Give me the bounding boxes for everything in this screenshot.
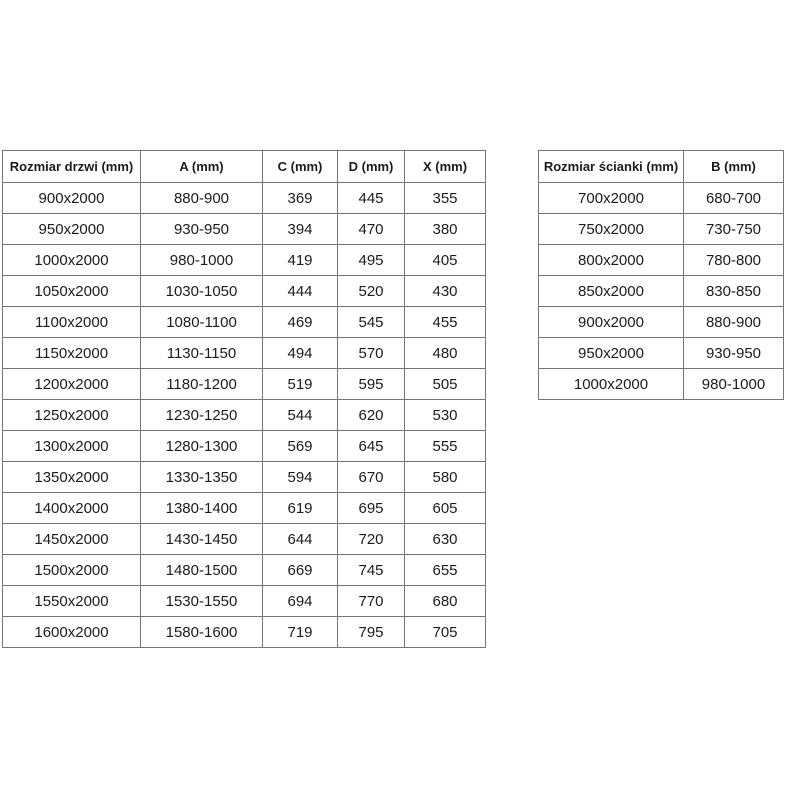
- table-cell: 780-800: [684, 245, 784, 276]
- table-cell: 1300x2000: [3, 431, 141, 462]
- table-row: [3, 307, 486, 338]
- table-cell: 1450x2000: [3, 524, 141, 555]
- table-cell: 494: [263, 338, 338, 369]
- table-row: [3, 183, 486, 214]
- table-header-row: [539, 151, 784, 183]
- table-cell: 1250x2000: [3, 400, 141, 431]
- table-cell: 380: [405, 214, 486, 245]
- table-header-row: [3, 151, 486, 183]
- table-cell: 930-950: [684, 338, 784, 369]
- table-cell: 505: [405, 369, 486, 400]
- table-cell: 980-1000: [684, 369, 784, 400]
- table-cell: 770: [338, 586, 405, 617]
- table-cell: 469: [263, 307, 338, 338]
- table-cell: 419: [263, 245, 338, 276]
- table-cell: 1400x2000: [3, 493, 141, 524]
- table-cell: 1280-1300: [141, 431, 263, 462]
- table-cell: 1480-1500: [141, 555, 263, 586]
- table-cell: 795: [338, 617, 405, 648]
- column-header-d: D (mm): [338, 151, 405, 183]
- table-cell: 830-850: [684, 276, 784, 307]
- table-cell: 1500x2000: [3, 555, 141, 586]
- table-cell: 980-1000: [141, 245, 263, 276]
- table-row: [539, 307, 784, 338]
- table-row: [539, 183, 784, 214]
- table-cell: 1600x2000: [3, 617, 141, 648]
- table-cell: 519: [263, 369, 338, 400]
- table-cell: 695: [338, 493, 405, 524]
- table-row: [3, 524, 486, 555]
- table-row: [539, 214, 784, 245]
- column-header-x: X (mm): [405, 151, 486, 183]
- column-header-b: B (mm): [684, 151, 784, 183]
- table-cell: 705: [405, 617, 486, 648]
- table-cell: 669: [263, 555, 338, 586]
- table-row: [3, 493, 486, 524]
- table-cell: 880-900: [141, 183, 263, 214]
- table-cell: 1200x2000: [3, 369, 141, 400]
- table-row: [539, 338, 784, 369]
- table-row: [3, 245, 486, 276]
- table-cell: 950x2000: [539, 338, 684, 369]
- table-cell: 1100x2000: [3, 307, 141, 338]
- table-cell: 594: [263, 462, 338, 493]
- table-cell: 1150x2000: [3, 338, 141, 369]
- table-cell: 900x2000: [3, 183, 141, 214]
- table-cell: 719: [263, 617, 338, 648]
- table-cell: 1050x2000: [3, 276, 141, 307]
- table-cell: 405: [405, 245, 486, 276]
- door-sizes-header: [3, 151, 486, 183]
- door-sizes-body: [3, 183, 486, 648]
- table-row: [3, 617, 486, 648]
- table-cell: 480: [405, 338, 486, 369]
- table-cell: 595: [338, 369, 405, 400]
- table-cell: 680-700: [684, 183, 784, 214]
- table-row: [539, 276, 784, 307]
- table-cell: 455: [405, 307, 486, 338]
- table-cell: 1130-1150: [141, 338, 263, 369]
- wall-sizes-header: [539, 151, 784, 183]
- table-cell: 445: [338, 183, 405, 214]
- table-cell: 580: [405, 462, 486, 493]
- table-row: [3, 338, 486, 369]
- table-cell: 1530-1550: [141, 586, 263, 617]
- table-cell: 694: [263, 586, 338, 617]
- table-cell: 644: [263, 524, 338, 555]
- table-cell: 745: [338, 555, 405, 586]
- table-cell: 655: [405, 555, 486, 586]
- table-row: [539, 245, 784, 276]
- table-cell: 1550x2000: [3, 586, 141, 617]
- table-row: [3, 400, 486, 431]
- table-cell: 670: [338, 462, 405, 493]
- column-header-c: C (mm): [263, 151, 338, 183]
- table-cell: 900x2000: [539, 307, 684, 338]
- column-header-a: A (mm): [141, 151, 263, 183]
- table-cell: 355: [405, 183, 486, 214]
- table-cell: 394: [263, 214, 338, 245]
- table-cell: 544: [263, 400, 338, 431]
- table-cell: 1380-1400: [141, 493, 263, 524]
- column-header-rozmiar-scianki: Rozmiar ścianki (mm): [539, 151, 684, 183]
- table-cell: 520: [338, 276, 405, 307]
- table-cell: 1350x2000: [3, 462, 141, 493]
- table-cell: 619: [263, 493, 338, 524]
- table-cell: 444: [263, 276, 338, 307]
- table-cell: 700x2000: [539, 183, 684, 214]
- table-cell: 645: [338, 431, 405, 462]
- table-cell: 800x2000: [539, 245, 684, 276]
- table-cell: 495: [338, 245, 405, 276]
- table-cell: 750x2000: [539, 214, 684, 245]
- table-cell: 569: [263, 431, 338, 462]
- table-row: [3, 555, 486, 586]
- table-cell: 1180-1200: [141, 369, 263, 400]
- door-sizes-table: [2, 150, 486, 648]
- table-row: [3, 369, 486, 400]
- table-cell: 545: [338, 307, 405, 338]
- table-cell: 470: [338, 214, 405, 245]
- table-cell: 880-900: [684, 307, 784, 338]
- table-cell: 1580-1600: [141, 617, 263, 648]
- table-cell: 1330-1350: [141, 462, 263, 493]
- table-cell: 620: [338, 400, 405, 431]
- table-row: [3, 462, 486, 493]
- table-cell: 570: [338, 338, 405, 369]
- table-row: [3, 214, 486, 245]
- table-row: [3, 431, 486, 462]
- table-cell: 430: [405, 276, 486, 307]
- table-cell: 1000x2000: [539, 369, 684, 400]
- table-cell: 1230-1250: [141, 400, 263, 431]
- table-cell: 630: [405, 524, 486, 555]
- wall-sizes-body: [539, 183, 784, 400]
- table-cell: 950x2000: [3, 214, 141, 245]
- table-cell: 605: [405, 493, 486, 524]
- wall-sizes-table: [538, 150, 784, 400]
- table-cell: 1000x2000: [3, 245, 141, 276]
- table-cell: 1080-1100: [141, 307, 263, 338]
- table-cell: 1030-1050: [141, 276, 263, 307]
- table-row: [3, 586, 486, 617]
- table-cell: 369: [263, 183, 338, 214]
- table-cell: 555: [405, 431, 486, 462]
- table-cell: 720: [338, 524, 405, 555]
- table-row: [3, 276, 486, 307]
- column-header-rozmiar-drzwi: Rozmiar drzwi (mm): [3, 151, 141, 183]
- table-cell: 930-950: [141, 214, 263, 245]
- table-cell: 530: [405, 400, 486, 431]
- table-cell: 1430-1450: [141, 524, 263, 555]
- table-cell: 850x2000: [539, 276, 684, 307]
- table-cell: 680: [405, 586, 486, 617]
- table-cell: 730-750: [684, 214, 784, 245]
- table-row: [539, 369, 784, 400]
